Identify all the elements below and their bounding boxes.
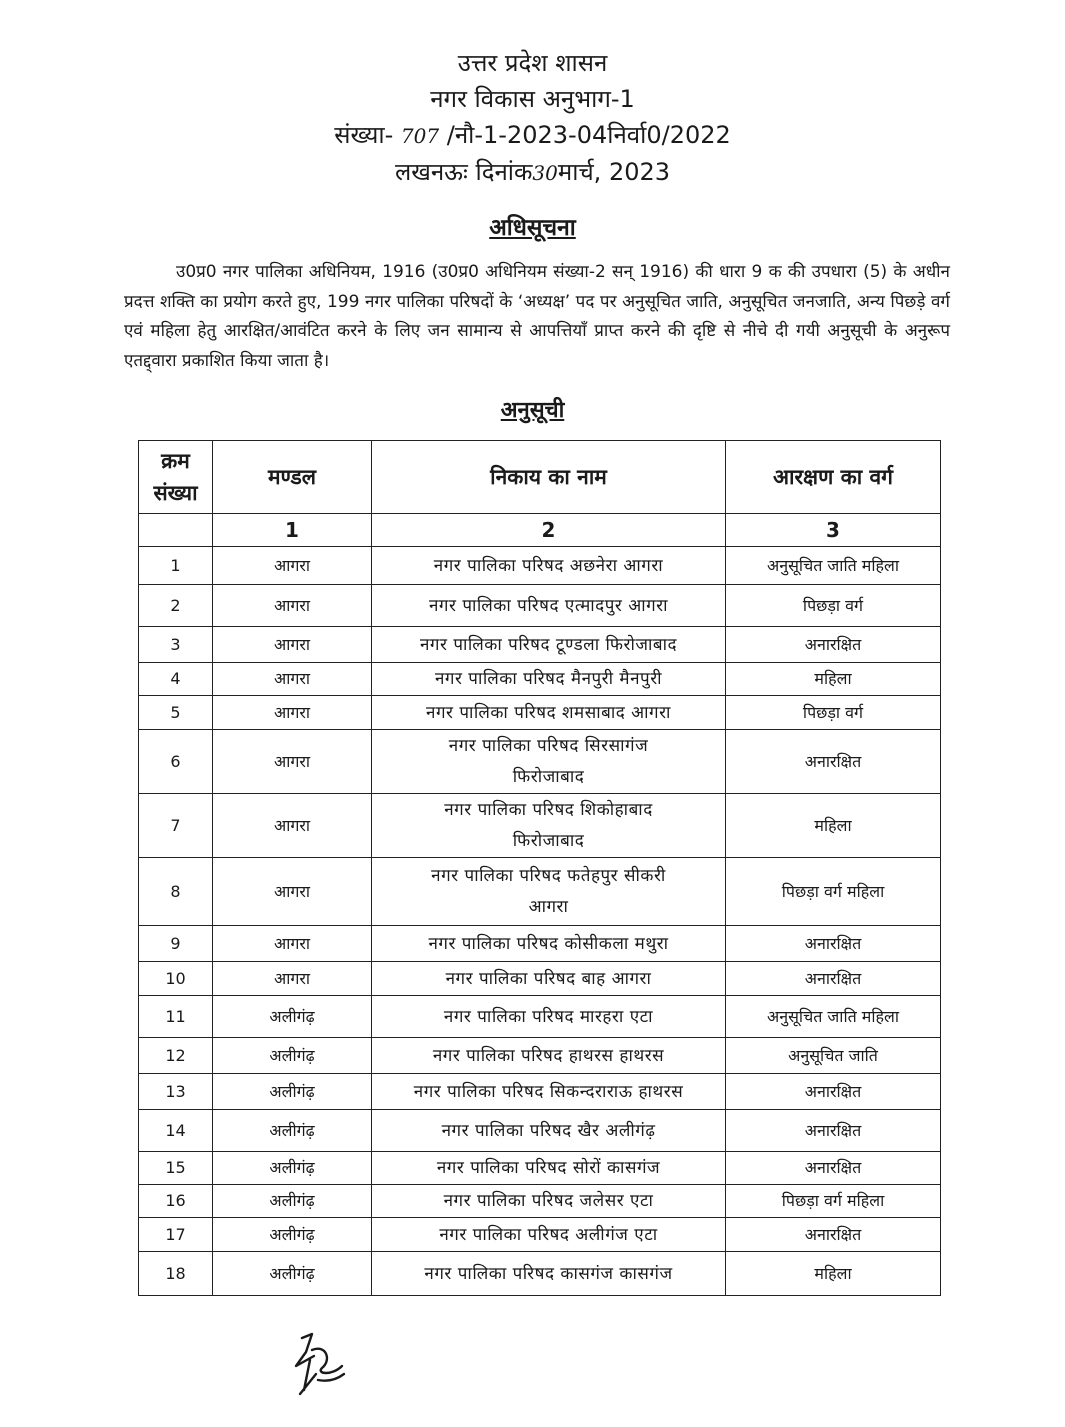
table-row — [139, 1152, 941, 1185]
row-category: अनारक्षित — [726, 1218, 941, 1252]
body-name-line: नगर पालिका परिषद बाह आगरा — [445, 968, 652, 989]
row-category: अनारक्षित — [726, 1152, 941, 1185]
table-row — [139, 1185, 941, 1218]
table-row — [139, 585, 941, 627]
body-name-line: नगर पालिका परिषद अछनेरा आगरा — [433, 555, 664, 576]
date-prefix: लखनऊः दिनांक — [394, 158, 533, 186]
header-division: मण्डल — [213, 441, 372, 514]
table-row — [139, 663, 941, 696]
row-category: अनुसूचित जाति — [726, 1038, 941, 1074]
table-row — [139, 858, 941, 926]
row-category: पिछड़ा वर्ग — [726, 696, 941, 730]
table-row — [139, 696, 941, 730]
row-body-name — [372, 663, 726, 696]
row-body-name — [372, 696, 726, 730]
row-body-name — [372, 996, 726, 1038]
header-category: आरक्षण का वर्ग — [726, 441, 941, 514]
table-header-row — [139, 441, 941, 514]
body-name-line: नगर पालिका परिषद सोरों कासगंज — [436, 1158, 661, 1178]
header-body-name: निकाय का नाम — [372, 441, 726, 514]
reference-number: 707 — [400, 124, 440, 148]
body-name-line: नगर पालिका परिषद कोसीकला मथुरा — [428, 933, 669, 954]
reference-suffix: /नौ-1-2023-04निर्वा0/2022 — [446, 121, 731, 149]
row-category: अनुसूचित जाति महिला — [726, 996, 941, 1038]
row-body-name — [372, 794, 726, 858]
row-category: अनारक्षित — [726, 1074, 941, 1110]
row-division: अलीगंढ़ — [213, 1074, 372, 1110]
row-category: महिला — [726, 1252, 941, 1296]
row-body-name — [372, 858, 726, 926]
row-category: पिछड़ा वर्ग महिला — [726, 858, 941, 926]
row-category: अनुसूचित जाति महिला — [726, 547, 941, 585]
row-division: अलीगंढ़ — [213, 1110, 372, 1152]
table-row — [139, 1110, 941, 1152]
date-day: 30 — [532, 161, 558, 185]
row-division: अलीगंढ़ — [213, 1038, 372, 1074]
row-body-name — [372, 547, 726, 585]
table-body — [139, 547, 941, 1296]
row-category: पिछड़ा वर्ग महिला — [726, 1185, 941, 1218]
row-serial: 15 — [139, 1152, 213, 1185]
row-serial: 13 — [139, 1074, 213, 1110]
row-division: आगरा — [213, 696, 372, 730]
column-number: 1 — [213, 514, 372, 547]
row-serial: 10 — [139, 962, 213, 996]
row-category: अनारक्षित — [726, 962, 941, 996]
row-serial: 4 — [139, 663, 213, 696]
table-row — [139, 1252, 941, 1296]
row-category: पिछड़ा वर्ग — [726, 585, 941, 627]
body-name-line: नगर पालिका परिषद मारहरा एटा — [443, 1006, 654, 1027]
table-row — [139, 926, 941, 962]
table-row — [139, 794, 941, 858]
document-header — [0, 45, 1065, 191]
body-name-line: नगर पालिका परिषद शमसाबाद आगरा — [426, 702, 671, 723]
row-division: आगरा — [213, 663, 372, 696]
body-name-line: नगर पालिका परिषद अलीगंज एटा — [439, 1224, 658, 1245]
row-category: अनारक्षित — [726, 627, 941, 663]
row-division: आगरा — [213, 627, 372, 663]
body-name-line: नगर पालिका परिषद फतेहपुर सीकरी — [431, 865, 666, 886]
row-category: महिला — [726, 663, 941, 696]
row-category: महिला — [726, 794, 941, 858]
row-category: अनारक्षित — [726, 926, 941, 962]
row-division: आगरा — [213, 585, 372, 627]
date-suffix: मार्च, 2023 — [557, 158, 671, 186]
row-body-name — [372, 926, 726, 962]
row-body-name — [372, 1152, 726, 1185]
row-serial: 5 — [139, 696, 213, 730]
schedule-title: अनुसूची — [500, 398, 565, 423]
row-serial: 17 — [139, 1218, 213, 1252]
row-division: आगरा — [213, 547, 372, 585]
body-name-line: नगर पालिका परिषद सिकन्दराराऊ हाथरस — [413, 1081, 684, 1102]
row-serial: 9 — [139, 926, 213, 962]
table-row — [139, 1038, 941, 1074]
body-name-line: आगरा — [528, 896, 569, 917]
table-row — [139, 547, 941, 585]
column-number: 2 — [372, 514, 726, 547]
row-division: आगरा — [213, 926, 372, 962]
body-name-line: नगर पालिका परिषद टूण्डला फिरोजाबाद — [419, 634, 678, 655]
column-number: 3 — [726, 514, 941, 547]
table-row — [139, 627, 941, 663]
body-name-line: नगर पालिका परिषद मैनपुरी मैनपुरी — [434, 669, 663, 689]
row-division: अलीगंढ़ — [213, 1152, 372, 1185]
row-division: आगरा — [213, 730, 372, 794]
table-row — [139, 1218, 941, 1252]
row-division: अलीगंढ़ — [213, 996, 372, 1038]
table-row — [139, 996, 941, 1038]
table-row — [139, 1074, 941, 1110]
row-division: अलीगंढ़ — [213, 1218, 372, 1252]
column-number — [139, 514, 213, 547]
row-body-name — [372, 962, 726, 996]
row-body-name — [372, 1252, 726, 1296]
column-number-row — [139, 514, 941, 547]
row-category: अनारक्षित — [726, 730, 941, 794]
body-name-line: नगर पालिका परिषद जलेसर एटा — [443, 1191, 654, 1211]
row-body-name — [372, 1074, 726, 1110]
row-body-name — [372, 585, 726, 627]
row-serial: 2 — [139, 585, 213, 627]
row-division: अलीगंढ़ — [213, 1185, 372, 1218]
row-category: अनारक्षित — [726, 1110, 941, 1152]
body-name-line: फिरोजाबाद — [512, 766, 585, 787]
table-row — [139, 962, 941, 996]
signature-mark — [282, 1330, 354, 1402]
row-serial: 12 — [139, 1038, 213, 1074]
table-row — [139, 730, 941, 794]
body-name-line: नगर पालिका परिषद एत्मादपुर आगरा — [428, 595, 669, 616]
row-serial: 8 — [139, 858, 213, 926]
row-body-name — [372, 730, 726, 794]
row-serial: 11 — [139, 996, 213, 1038]
row-body-name — [372, 1185, 726, 1218]
body-name-line: नगर पालिका परिषद हाथरस हाथरस — [432, 1045, 665, 1066]
row-serial: 6 — [139, 730, 213, 794]
row-body-name — [372, 1038, 726, 1074]
row-serial: 1 — [139, 547, 213, 585]
body-name-line: नगर पालिका परिषद शिकोहाबाद — [444, 799, 653, 820]
row-division: आगरा — [213, 962, 372, 996]
row-body-name — [372, 1218, 726, 1252]
body-name-line: नगर पालिका परिषद खैर अलीगंढ़ — [441, 1120, 656, 1141]
row-serial: 16 — [139, 1185, 213, 1218]
row-serial: 7 — [139, 794, 213, 858]
row-serial: 14 — [139, 1110, 213, 1152]
notification-title: अधिसूचना — [489, 215, 576, 241]
row-division: आगरा — [213, 794, 372, 858]
reference-prefix: संख्या- — [334, 121, 394, 149]
row-serial: 18 — [139, 1252, 213, 1296]
row-serial: 3 — [139, 627, 213, 663]
header-date — [0, 154, 1065, 191]
header-reference — [0, 117, 1065, 154]
body-name-line: नगर पालिका परिषद सिरसागंज — [448, 735, 649, 756]
header-government: उत्तर प्रदेश शासन — [457, 49, 608, 77]
body-name-line: नगर पालिका परिषद कासगंज कासगंज — [424, 1263, 673, 1284]
header-serial: क्रम संख्या — [139, 441, 213, 514]
row-body-name — [372, 1110, 726, 1152]
body-name-line: फिरोजाबाद — [512, 830, 585, 851]
header-department: नगर विकास अनुभाग-1 — [430, 85, 635, 113]
row-body-name — [372, 627, 726, 663]
row-division: अलीगंढ़ — [213, 1252, 372, 1296]
row-division: आगरा — [213, 858, 372, 926]
reservation-table — [138, 440, 941, 1296]
notification-paragraph: उ0प्र0 नगर पालिका अधिनियम, 1916 (उ0प्र0 अधिनियम संख्या-2 सन् 1916) की धारा 9 क की उपधारा (5) के अधीन प्रदत्त शक्ति का प्रयोग करते हुए, 199 नगर पालिका परिषदों के ‘अध्यक्ष’ पद पर अनुसूचित जाति, अनुसूचित जनजाति, अन्य पिछड़े वर्ग एवं महिला हेतु आरक्षित/आवंटित करने के लिए जन सामान्य से आपत्तियाँ प्राप्त करने की दृष्टि से नीचे दी गयी अनुसूची के अनुरूप एतद्द्वारा प्रकाशित किया जाता है। — [124, 262, 950, 371]
